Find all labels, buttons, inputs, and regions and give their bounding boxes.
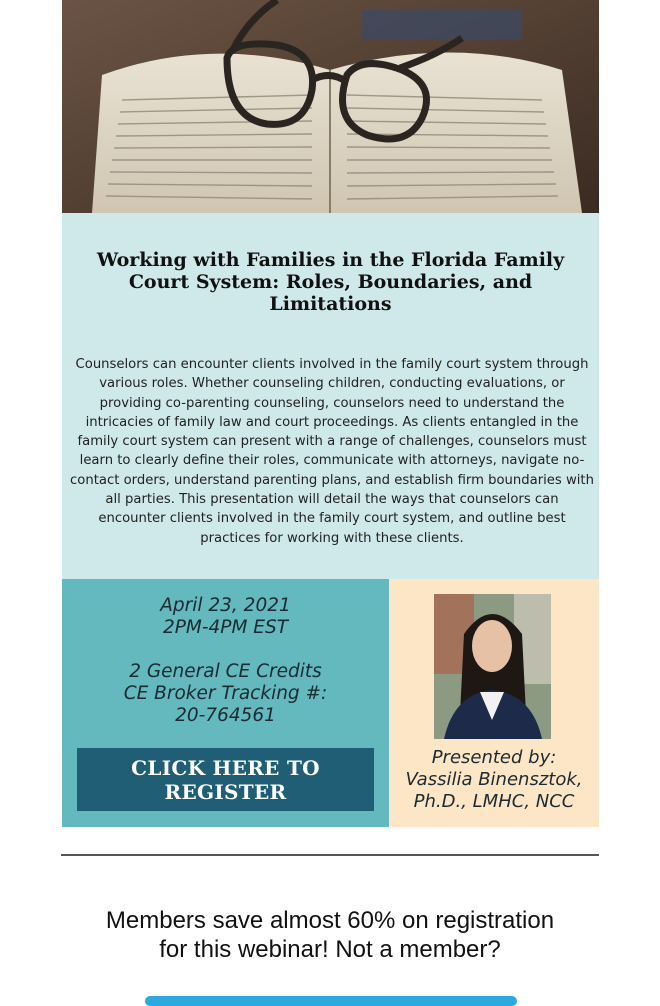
section-divider: [61, 854, 599, 856]
members-line-2: for this webinar! Not a member?: [159, 936, 501, 963]
members-savings-text: [0, 906, 660, 964]
event-info-panel: [62, 579, 599, 827]
presenter-name: Vassilia Binensztok,: [405, 769, 583, 790]
presented-by-label: Presented by:: [431, 747, 557, 768]
ce-credits: 2 General CE Credits: [129, 661, 322, 682]
presenter-credentials: Ph.D., LMHC, NCC: [413, 791, 575, 812]
event-time: 2PM-4PM EST: [162, 617, 289, 638]
members-line-1: Members save almost 60% on registration: [105, 907, 555, 934]
tracking-label: CE Broker Tracking #:: [123, 683, 328, 704]
event-description-section: [62, 213, 599, 579]
event-description: Counselors can encounter clients involved in the family court system through various roles. Whether counseling children, conducting evaluations, or providing co-parenting counseling, counselors need to understand the intricacies of family law and court proceedings. As clients entangled in the family court system can present with a range of challenges, counselors must learn to clearly define their roles, communicate with attorneys, navigate no-contact orders, understand parenting plans, and establish firm boundaries with all parties. This presentation will detail the ways that counselors can encounter clients involved in the family court system, and outline best practices for working with these clients.: [70, 357, 594, 546]
join-button[interactable]: [145, 996, 517, 1006]
presenter-photo: [434, 594, 551, 739]
book-glasses-illustration: [62, 0, 599, 213]
hero-image: [62, 0, 599, 213]
event-title: Working with Families in the Florida Family Court System: Roles, Boundaries, and Limitations: [96, 249, 565, 315]
presenter-card: [389, 579, 599, 827]
register-button[interactable]: CLICK HERE TO REGISTER: [77, 748, 374, 811]
event-details: [62, 579, 389, 827]
tracking-number: 20-764561: [175, 705, 276, 726]
event-date: April 23, 2021: [160, 595, 291, 616]
